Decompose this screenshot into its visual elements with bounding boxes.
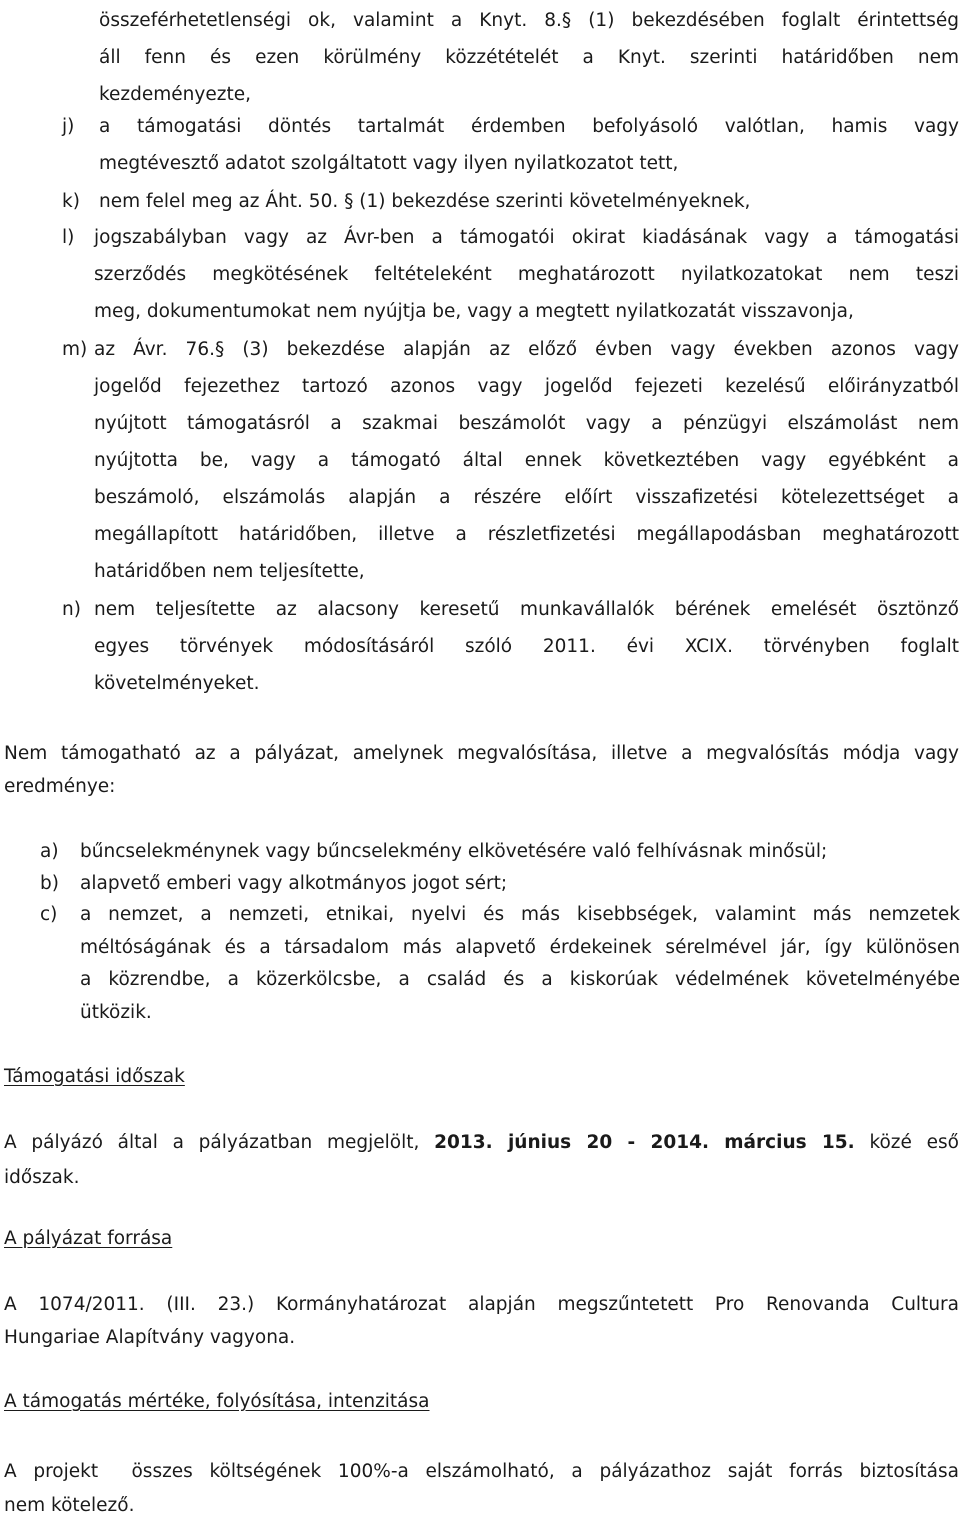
text-line: jogelőd fejezethez tartozó azonos vagy jogelőd fejezeti kezelésű előirányzatból	[94, 376, 959, 397]
list-label: n)	[62, 599, 81, 620]
list-item-b	[40, 867, 960, 900]
list-item-m	[62, 331, 959, 590]
rate-paragraph	[4, 1455, 959, 1523]
text-line: a támogatási döntés tartalmát érdemben befolyásoló valótlan, hamis vagy	[99, 116, 959, 137]
list-label: b)	[40, 873, 59, 894]
text-line: időszak.	[4, 1167, 80, 1188]
section-heading-period: Támogatási időszak	[4, 1066, 185, 1087]
list-label: k)	[62, 191, 80, 212]
text-line: nyújtotta be, vagy a támogató által ennek következtében vagy egyébként a	[94, 450, 959, 471]
source-paragraph	[4, 1288, 959, 1354]
list-label: m)	[62, 339, 88, 360]
text-line: kezdeményezte,	[99, 84, 251, 105]
text-line: megtévesztő adatot szolgáltatott vagy ilyen nyilatkozatot tett,	[99, 153, 679, 174]
text-line: nem teljesítette az alacsony keresetű munkavállalók bérének emelését ösztönző	[94, 599, 959, 620]
text-line: a közrendbe, a közerkölcsbe, a család és a kiskorúak védelmének követelményébe	[80, 969, 960, 990]
text-line: szerződés megkötésének feltételeként meghatározott nyilatkozatokat nem teszi	[94, 264, 959, 285]
text-line: jogszabályban vagy az Ávr-ben a támogatói okirat kiadásának vagy a támogatási	[94, 227, 959, 248]
text-line: nem felel meg az Áht. 50. § (1) bekezdése szerinti követelményeknek,	[99, 191, 751, 212]
section-heading-source: A pályázat forrása	[4, 1228, 173, 1249]
period-paragraph	[4, 1125, 959, 1195]
text-line: eredménye:	[4, 776, 116, 797]
list-item-k	[62, 183, 959, 220]
section-heading-rate: A támogatás mértéke, folyósítása, intenzitása	[4, 1391, 430, 1412]
text-line: méltóságának és a társadalom más alapvető érdekeinek sérelmével jár, így különösen	[80, 936, 960, 958]
list-label: a)	[40, 841, 59, 862]
text-line: egyes törvények módosításáról szóló 2011. évi XCIX. törvényben foglalt	[94, 636, 959, 657]
text-line: bűncselekménynek vagy bűncselekmény elkövetésére való felhívásnak minősül;	[80, 841, 828, 862]
period-text-before: A pályázó által a pályázatban megjelölt,	[4, 1132, 420, 1153]
text-line: ütközik.	[80, 1001, 152, 1023]
list-item-l	[62, 219, 959, 330]
text-line: meg, dokumentumokat nem nyújtja be, vagy a megtett nyilatkozatát visszavonja,	[94, 301, 854, 322]
text-line	[4, 1125, 959, 1160]
text-line: megállapított határidőben, illetve a részletfizetési megállapodásban meghatározott	[94, 524, 959, 545]
list-item-n	[62, 591, 959, 702]
text-line: a nemzet, a nemzeti, etnikai, nyelvi és más kisebbségek, valamint más nemzetek	[80, 904, 960, 925]
list-item-i-continuation	[99, 2, 959, 113]
list-item-c	[40, 899, 960, 1029]
text-line: nem kötelező.	[4, 1495, 135, 1516]
list-item-j	[62, 108, 959, 182]
list-label: j)	[62, 116, 75, 137]
text-line: határidőben nem teljesítette,	[94, 561, 365, 582]
list-item-a	[40, 835, 960, 868]
text-line: az Ávr. 76.§ (3) bekezdése alapján az előző évben vagy években azonos vagy	[94, 339, 959, 360]
text-line: követelményeket.	[94, 673, 260, 694]
text-line: áll fenn és ezen körülmény közzétételét a Knyt. szerinti határidőben nem	[99, 47, 959, 68]
list-label: c)	[40, 904, 58, 925]
text-line: A projekt összes költségének 100%-a elszámolható, a pályázathoz saját forrás biztosítása	[4, 1461, 959, 1482]
text-line: Nem támogatható az a pályázat, amelynek megvalósítása, illetve a megvalósítás módja vagy	[4, 743, 959, 764]
text-line: Hungariae Alapítvány vagyona.	[4, 1327, 296, 1348]
text-line: beszámoló, elszámolás alapján a részére előírt visszafizetési kötelezettséget a	[94, 487, 959, 508]
text-line: összeférhetetlenségi ok, valamint a Knyt. 8.§ (1) bekezdésében foglalt érintettség	[99, 10, 959, 31]
text-line: alapvető emberi vagy alkotmányos jogot sért;	[80, 873, 508, 894]
period-text-after: közé eső	[869, 1132, 959, 1153]
intro-paragraph	[4, 737, 959, 803]
list-label: l)	[62, 227, 75, 248]
text-line: A 1074/2011. (III. 23.) Kormányhatározat alapján megszűntetett Pro Renovanda Cultura	[4, 1294, 959, 1315]
period-dates: 2013. június 20 - 2014. március 15.	[434, 1132, 855, 1153]
text-line: nyújtott támogatásról a szakmai beszámolót vagy a pénzügyi elszámolást nem	[94, 413, 959, 434]
